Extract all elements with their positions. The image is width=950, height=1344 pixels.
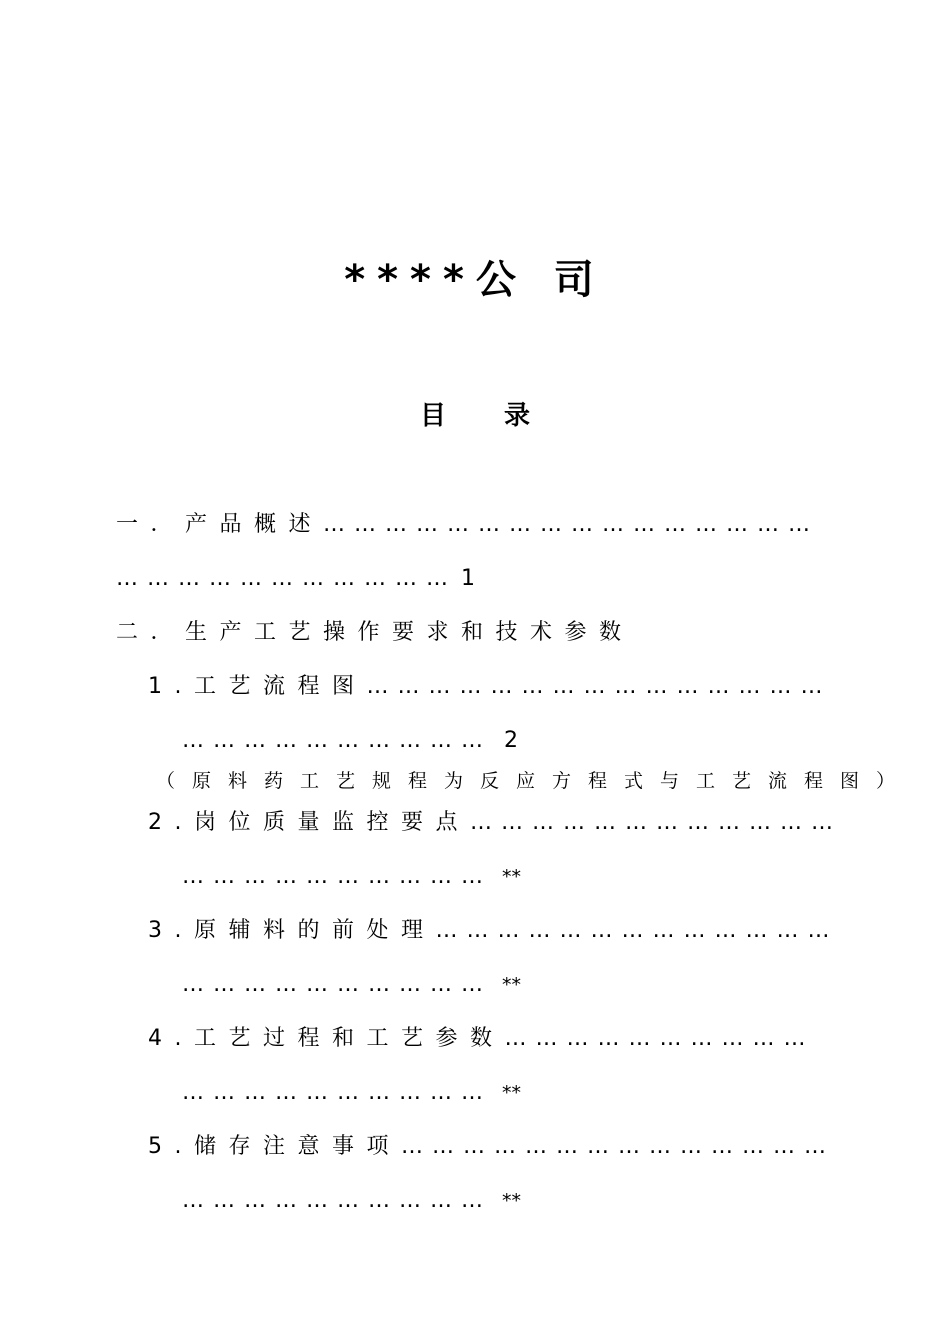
toc-leader-dots: …………………………………………: [323, 512, 820, 537]
toc-subitem-raw-material-pretreatment-continued: [182, 970, 521, 1000]
toc-leader-dots: ………………………………: [470, 810, 842, 835]
toc-leader-dots: …………………………: [182, 864, 492, 889]
toc-item-label: 3.原辅料的前处理: [148, 918, 436, 943]
toc-subitem-raw-material-pretreatment[interactable]: [148, 916, 839, 946]
toc-item-label: 二．生产工艺操作要求和技术参数: [116, 620, 634, 645]
toc-subitem-process-flow[interactable]: [148, 672, 832, 702]
toc-leader-dots: …………………………………: [435, 918, 839, 943]
toc-leader-dots: …………………………: [504, 1026, 815, 1051]
toc-subitem-quality-control-continued: [182, 862, 521, 892]
toc-leader-dots: …………………………: [182, 972, 492, 997]
toc-subitem-process-parameters-continued: [182, 1078, 521, 1108]
toc-item-label: 4.工艺过程和工艺参数: [148, 1026, 505, 1051]
toc-item-label: 5.储存注意事项: [148, 1134, 401, 1159]
toc-subitem-storage-notes-continued: [182, 1186, 521, 1216]
toc-leader-dots: ………………………………………: [366, 674, 832, 699]
toc-item-label: 1.工艺流程图: [148, 674, 367, 699]
toc-leader-dots: …………………………: [182, 1080, 492, 1105]
toc-subitem-quality-control[interactable]: [148, 808, 842, 838]
toc-item-label: 一．产品概述: [116, 512, 324, 537]
toc-subitem-process-flow-continued: [182, 726, 518, 756]
toc-item-production-process[interactable]: [116, 618, 634, 648]
toc-heading: 目录: [419, 401, 588, 431]
toc-item-product-overview[interactable]: [116, 510, 819, 540]
toc-page-number: **: [502, 1082, 521, 1104]
company-title: ****公 司: [344, 257, 606, 303]
toc-leader-dots: …………………………: [182, 1188, 492, 1213]
toc-subitem-storage-notes[interactable]: [148, 1132, 835, 1162]
toc-page-number: 2: [504, 728, 518, 753]
toc-subitem-note: （原料药工艺规程为反应方程式与工艺流程图）: [156, 770, 913, 792]
toc-leader-dots: ……………………………………: [401, 1134, 835, 1159]
toc-leader-dots: …………………………: [182, 728, 492, 753]
toc-page-number: **: [502, 866, 521, 888]
toc-item-product-overview-continued: [116, 564, 475, 594]
toc-leader-dots: ……………………………: [116, 566, 457, 591]
toc-item-label: 2.岗位质量监控要点: [148, 810, 470, 835]
toc-page-number: **: [502, 1190, 521, 1212]
toc-page-number: 1: [461, 566, 475, 591]
toc-subitem-process-parameters[interactable]: [148, 1024, 815, 1054]
toc-page-number: **: [502, 974, 521, 996]
